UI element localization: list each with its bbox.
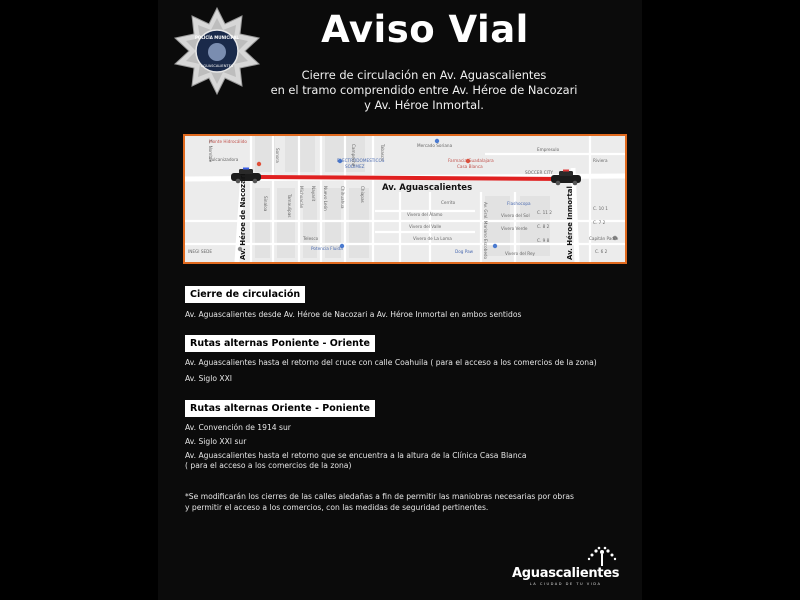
closure-map (183, 134, 627, 264)
map-place-label: ELECTRODOMESTICOS (337, 158, 385, 163)
map-place-label: Telesco (303, 236, 319, 241)
map-street-label: Nuevo León (323, 186, 328, 211)
footnote-line: *Se modificarán los cierres de las calles aledañas a fin de permitir las maniobras necesarias por obras (185, 492, 574, 501)
tree-icon (582, 546, 622, 568)
map-street-label: Michoacán (299, 186, 304, 209)
footnote (185, 492, 615, 513)
map-place-label: Vivero Verde (501, 226, 528, 231)
section-line: Av. Aguascalientes desde Av. Héroe de Nacozari a Av. Héroe Inmortal en ambos sentidos (185, 310, 522, 319)
map-place-label: Vivero de La Loma (413, 236, 452, 241)
map-street-label: Sinaloa (263, 196, 268, 212)
section-heading: Cierre de circulación (185, 286, 305, 303)
section-line: Av. Convención de 1914 sur (185, 423, 291, 432)
map-street-label: Tamaulipas (287, 194, 292, 218)
aguascalientes-logo (512, 548, 619, 586)
map-street-label: C. 8 2 (537, 224, 550, 229)
map-west-street-label: Av. Héroe de Nacozari (239, 173, 247, 260)
map-place-label: Vivero del Rey (505, 251, 536, 256)
section-line: Av. Aguascalientes hasta el retorno del cruce con calle Coahuila ( para el acceso a los comercios de la zona) (185, 358, 597, 367)
map-street-label: C. 10 1 (593, 206, 608, 211)
map-street-label: Tabasco (380, 144, 385, 161)
closure-line (260, 177, 565, 179)
subtitle-line: y Av. Héroe Inmortal. (364, 98, 484, 112)
logo-name: Aguascalientes (512, 566, 620, 581)
east-west-routes-section (185, 396, 526, 471)
map-street-label: C. 9 8 (537, 238, 550, 243)
page-title: Aviso Vial (321, 8, 529, 51)
map-place-label: Cerrito (441, 200, 456, 205)
map-place-label: Vivero del Sol (501, 213, 530, 218)
map-place-label: Casa Blanca (457, 164, 483, 169)
map-place-label: Vulcanizadora (209, 157, 239, 162)
subtitle (246, 68, 602, 113)
map-street-label: Sonora (275, 148, 280, 163)
map-street-label: C. 6 2 (595, 249, 608, 254)
map-place-label: Capitán Padre (589, 236, 619, 241)
section-line: Av. Siglo XXI sur (185, 437, 247, 446)
map-place-label: Flashocopa (507, 201, 531, 206)
map-street-label: Chiapas (360, 186, 365, 203)
map-place-label: Empresulo (537, 147, 560, 152)
map-place-label: INEGI SEDE (188, 249, 212, 254)
map-street-label: Chihuahua (340, 186, 345, 209)
map-place-label: Farmacia Guadalajara (448, 158, 494, 163)
subtitle-line: en el tramo comprendido entre Av. Héroe de Nacozari (270, 83, 578, 97)
map-street-label: C. 11 2 (537, 210, 552, 215)
map-east-street-label: Av. Héroe Inmortal (566, 186, 574, 260)
map-place-label: Mercado Soriana (417, 143, 453, 148)
map-streets (185, 136, 625, 262)
footnote-line: y permitir el acceso a los comercios, con las medidas de seguridad pertinentes. (185, 502, 489, 512)
map-street-label: Nayarit (311, 186, 316, 202)
map-street-label: C. 7 2 (593, 220, 606, 225)
west-east-routes-section (185, 331, 597, 384)
map-street-label: Campeche (351, 144, 356, 167)
section-line: Av. Siglo XXI (185, 374, 233, 383)
map-place-label: Dog Paw (455, 249, 474, 254)
section-heading: Rutas alternas Poniente - Oriente (185, 335, 375, 352)
subtitle-line: Cierre de circulación en Av. Aguascalientes (301, 68, 547, 82)
map-place-label: SODIMEZ (345, 164, 365, 169)
map-place-label: Monte Hidrocálido (209, 139, 247, 144)
badge-bottom-text: AGUASCALIENTES (200, 64, 234, 68)
badge-top-text: POLICÍA MUNICIPAL (195, 35, 239, 40)
map-place-label: Vivero del Álamo (407, 212, 443, 217)
section-heading: Rutas alternas Oriente - Poniente (185, 400, 375, 417)
map-place-label: Potencia Fluida (311, 246, 343, 251)
map-place-label: Vivero del Valle (409, 224, 442, 229)
map-street-label: Av. Gral. Mariano Escobedo (483, 202, 488, 260)
closure-section (185, 282, 521, 320)
map-main-street-label: Av. Aguascalientes (382, 183, 473, 193)
section-line: ( para el acceso a los comercios de la zona) (185, 461, 352, 470)
logo-tagline: LA CIUDAD DE TU VIDA (529, 582, 602, 586)
map-place-label: SOCCER CITY (525, 170, 553, 175)
map-street-label: C. Nombre (208, 140, 213, 163)
section-line: Av. Aguascalientes hasta el retorno que se encuentra a la altura de la Clínica Casa Blanca (185, 451, 527, 460)
map-place-label: Riviera (593, 158, 608, 163)
